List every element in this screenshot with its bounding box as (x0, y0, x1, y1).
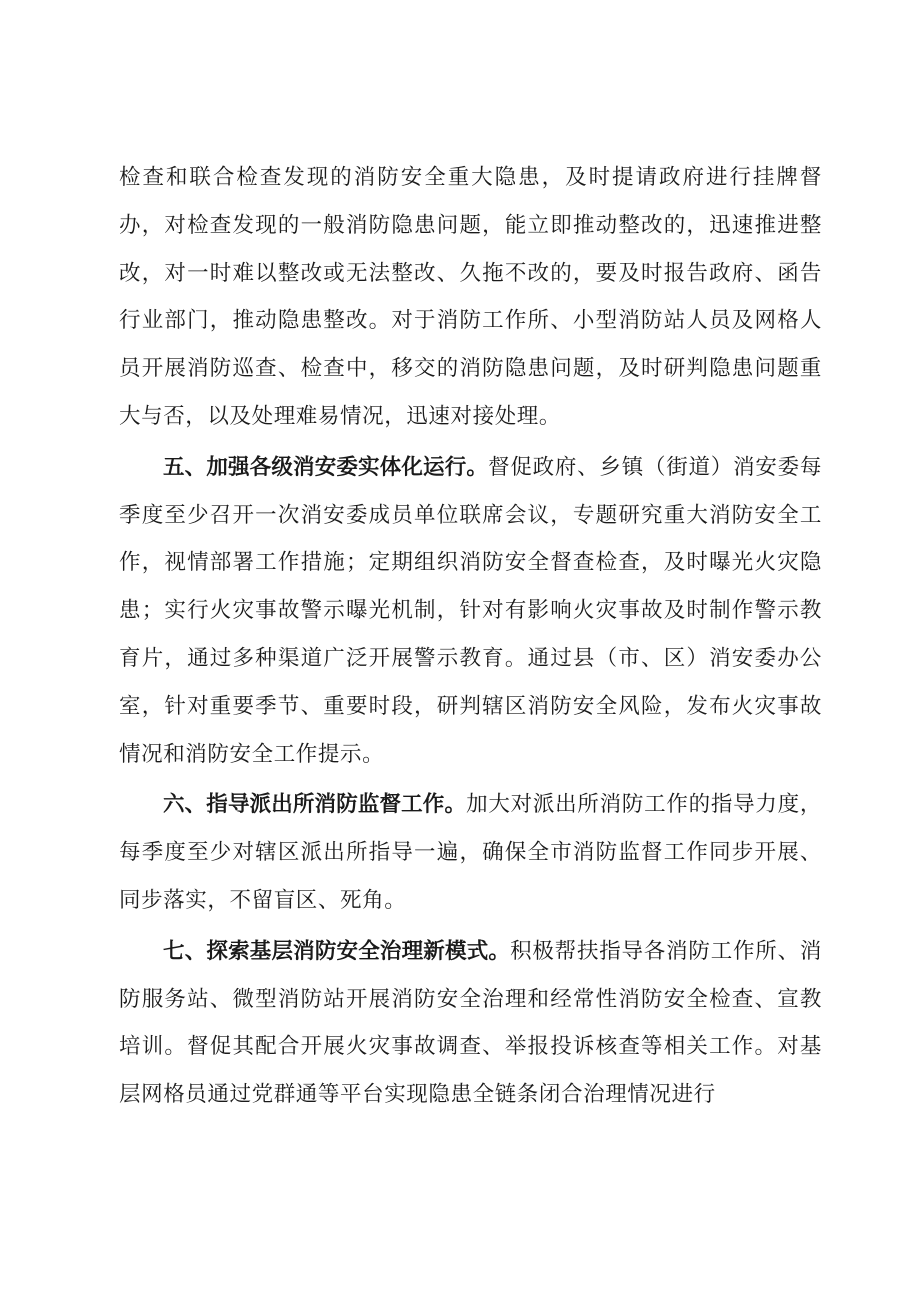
section-heading: 五、加强各级消安委实体化运行。 (163, 454, 489, 480)
paragraph-body: 检查和联合检查发现的消防安全重大隐患，及时提请政府进行挂牌督办，对检查发现的一般消防隐患问题，能立即推动整改的，迅速推进整改，对一时难以整改或无法整改、久拖不改的，要及时报告政府、函告行业部门，推动隐患整改。对于消防工作所、小型消防站人员及网格人员开展消防巡查、检查中，移交的消防隐患问题，及时研判隐患问题重大与否，以及处理难易情况，迅速对接处理。 (119, 165, 822, 429)
document-page (119, 154, 822, 1119)
paragraph-body: 督促政府、乡镇（街道）消安委每季度至少召开一次消安委成员单位联席会议，专题研究重大消防安全工作，视情部署工作措施；定期组织消防安全督查检查，及时曝光火灾隐患；实行火灾事故警示曝光机制，针对有影响火灾事故及时制作警示教育片，通过多种渠道广泛开展警示教育。通过县（市、区）消安委办公室，针对重要季节、重要时段，研判辖区消防安全风险，发布火灾事故情况和消防安全工作提示。 (119, 454, 822, 767)
section-heading: 六、指导派出所消防监督工作。 (163, 792, 467, 818)
paragraph-section-seven (119, 928, 822, 1119)
paragraph-body: 积极帮扶指导各消防工作所、消防服务站、微型消防站开展消防安全治理和经常性消防安全检查、宣教培训。督促其配合开展火灾事故调查、举报投诉核查等相关工作。对基层网格员通过党群通等平台实现隐患全链条闭合治理情况进行 (119, 938, 822, 1108)
paragraph-body: 加大对派出所消防工作的指导力度，每季度至少对辖区派出所指导一遍，确保全市消防监督工作同步开展、同步落实，不留盲区、死角。 (119, 792, 822, 913)
paragraph-section-six (119, 781, 822, 924)
section-heading: 七、探索基层消防安全治理新模式。 (163, 938, 511, 964)
paragraph-section-five (119, 444, 822, 779)
paragraph-continuation (119, 154, 822, 441)
